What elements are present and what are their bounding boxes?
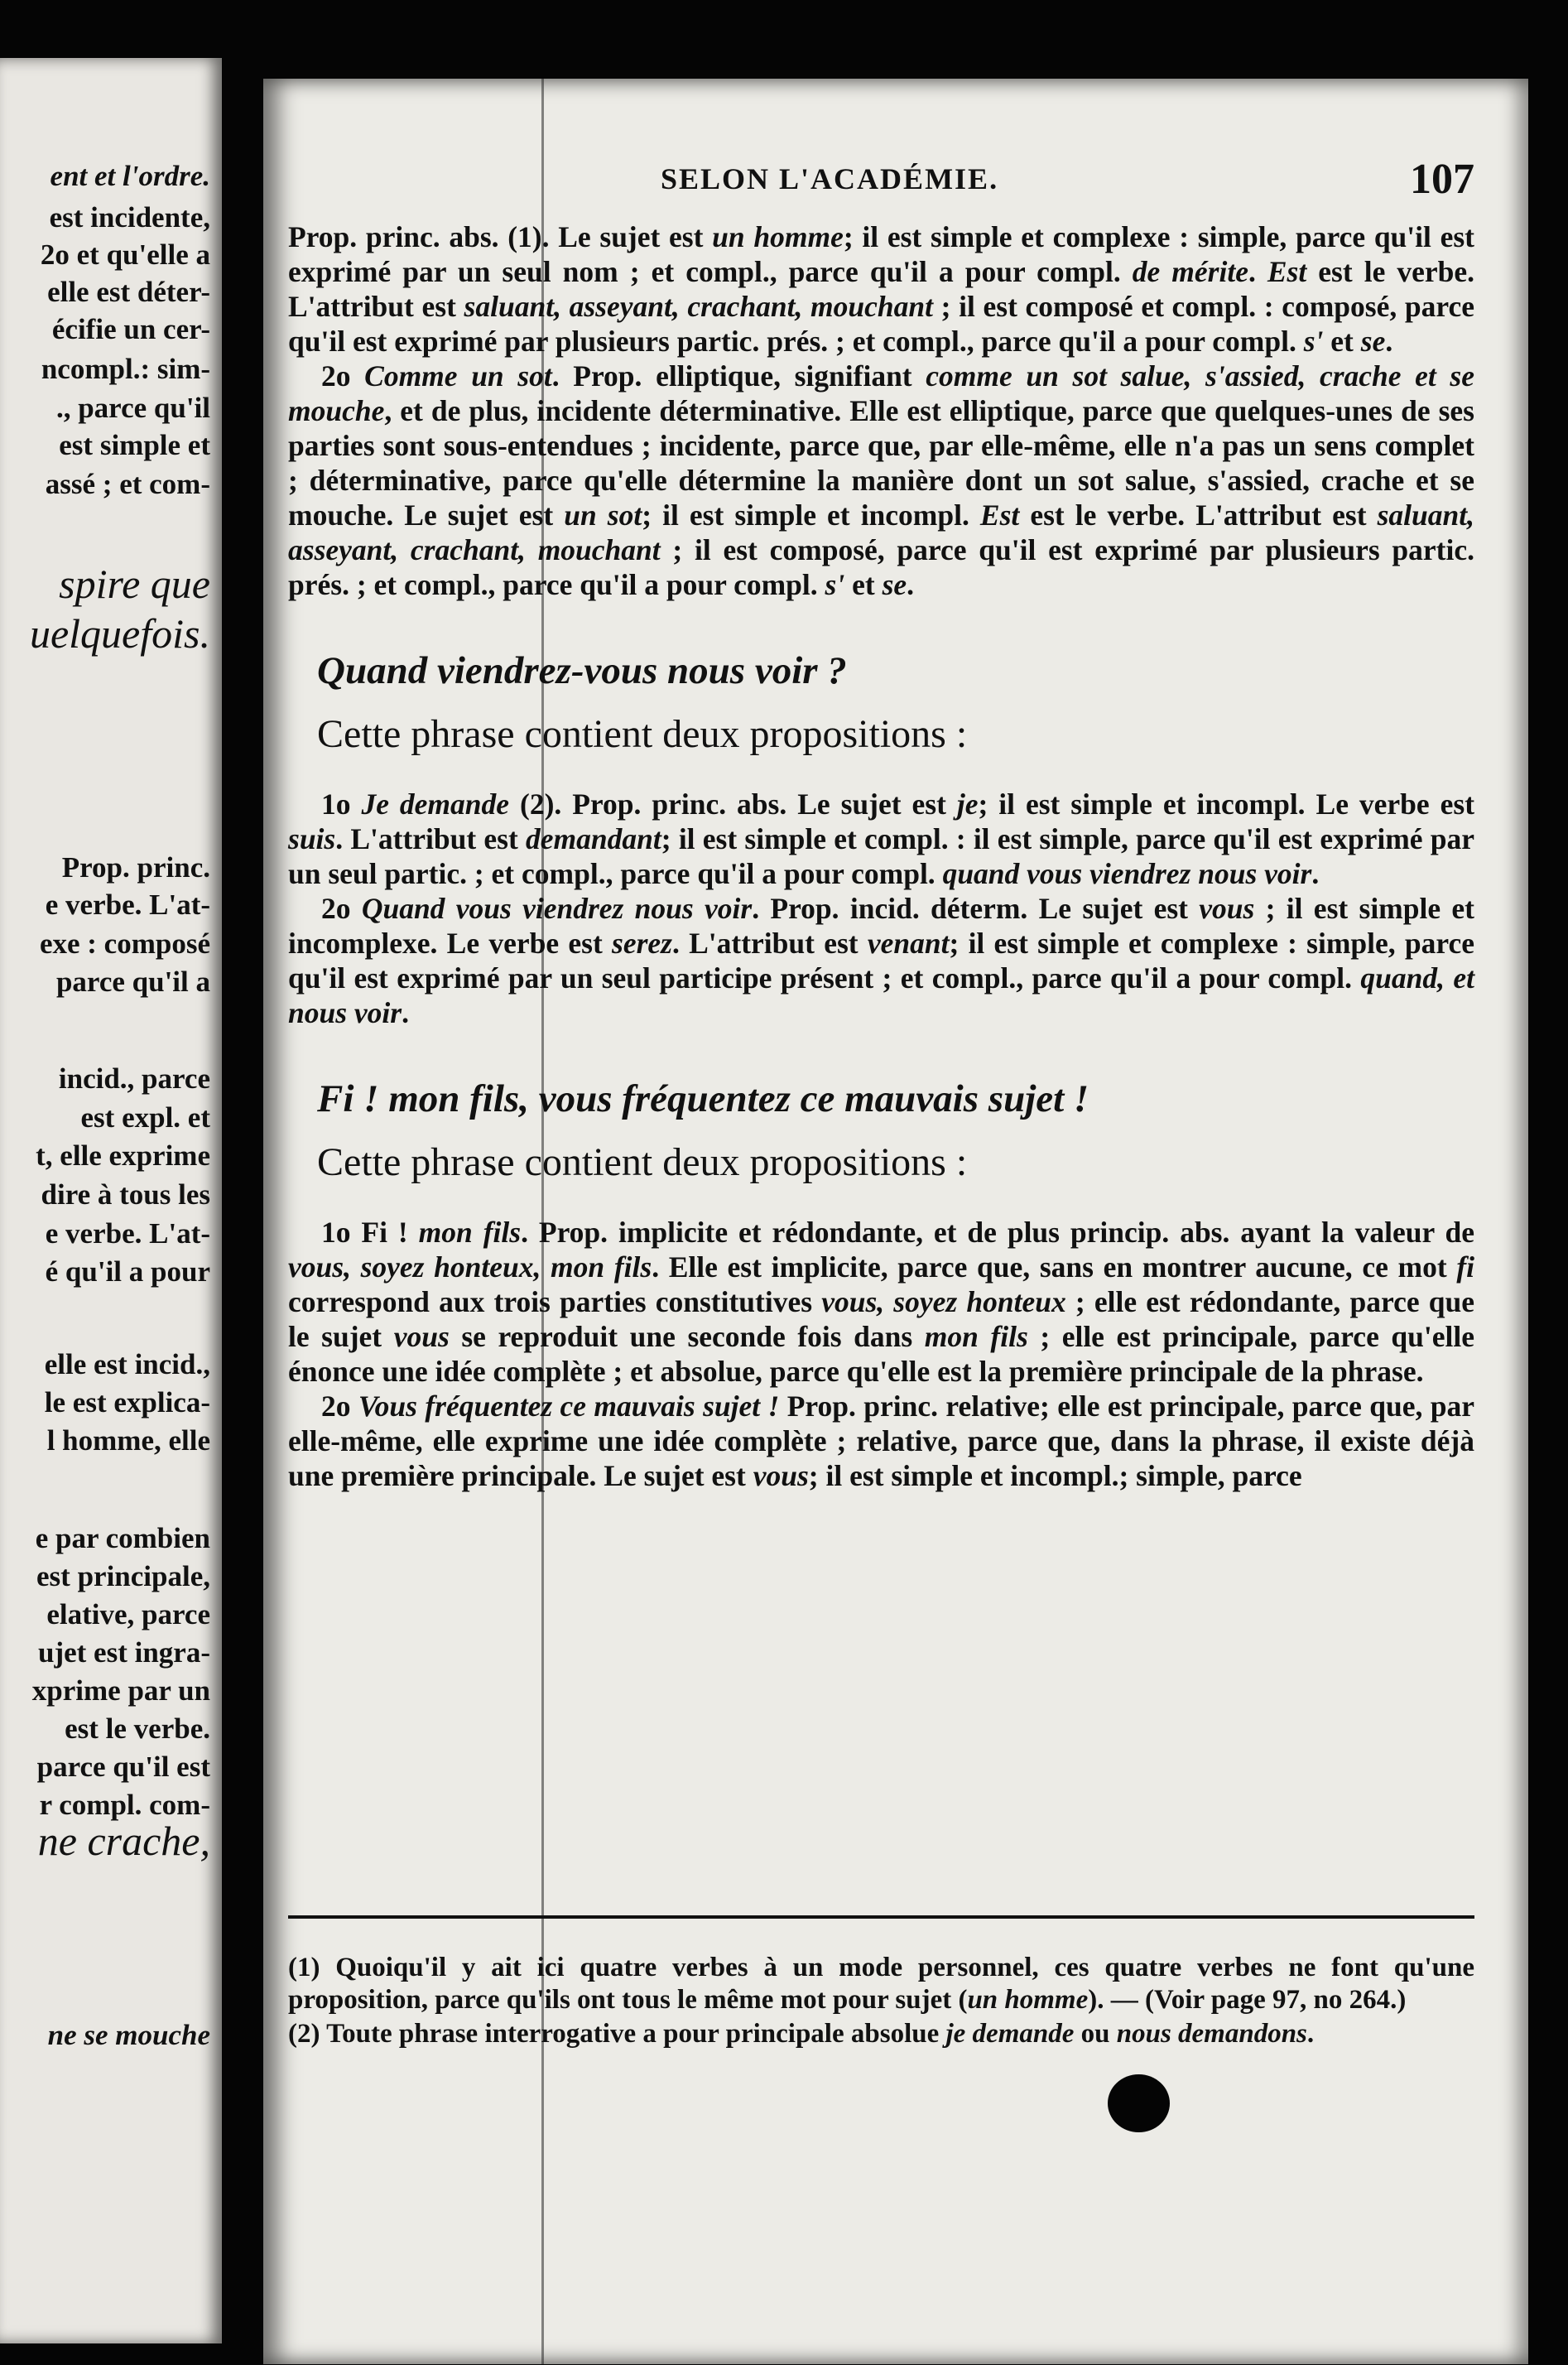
facing-page-line: parce qu'il a bbox=[55, 966, 210, 998]
text-run: ; il est simple et incomplexe. Le verbe est bbox=[288, 892, 1474, 960]
facing-page-line: elle est incid., bbox=[44, 1348, 210, 1380]
italic-term: je demande bbox=[945, 2019, 1075, 2049]
text-run: ; il est simple et compl. : il est simple, parce qu'il est exprimé par un seul partic. ; et compl., parce qu'il a pour compl. bbox=[288, 822, 1474, 890]
italic-term: quand vous viendrez nous voir bbox=[942, 857, 1312, 890]
italic-term: venant bbox=[867, 927, 950, 960]
paragraph-analysis-6 bbox=[288, 1389, 1474, 1493]
italic-term: saluant, asseyant, crachant, mouchant bbox=[464, 290, 934, 323]
page-number: 107 bbox=[1410, 156, 1474, 203]
facing-page-line: est principale, bbox=[36, 1560, 210, 1592]
paragraph-analysis-2 bbox=[288, 359, 1474, 602]
facing-page-line: e verbe. L'at- bbox=[45, 889, 210, 921]
facing-page-line: elle est déter- bbox=[47, 276, 210, 308]
italic-term: un homme bbox=[712, 220, 844, 253]
text-run: . Prop. elliptique, signifiant bbox=[551, 359, 926, 393]
facing-page-line: assé ; et com- bbox=[45, 468, 210, 500]
facing-page-line: écifie un cer- bbox=[51, 313, 210, 345]
italic-term: Je demande bbox=[361, 788, 510, 821]
italic-term: se bbox=[882, 568, 907, 601]
text-run: . bbox=[907, 568, 915, 601]
facing-page-line: ujet est ingra- bbox=[37, 1636, 210, 1669]
text-run: correspond aux trois parties constitutives bbox=[288, 1285, 822, 1318]
italic-term: Quand vous viendrez nous voir bbox=[361, 892, 753, 925]
text-run: ou bbox=[1074, 2019, 1117, 2049]
italic-term: quand, et nous voir bbox=[288, 961, 1474, 1029]
italic-term: fi bbox=[1456, 1250, 1475, 1284]
facing-page-line: le est explica- bbox=[44, 1386, 210, 1419]
italic-term: un homme bbox=[967, 1985, 1089, 2015]
text-run: ; il est simple et incompl. bbox=[642, 499, 980, 532]
italic-term: un sot bbox=[564, 499, 642, 532]
italic-term: se bbox=[1360, 325, 1386, 358]
facing-page-line: ncompl.: sim- bbox=[41, 353, 210, 385]
italic-term: je bbox=[956, 788, 979, 821]
italic-term: vous bbox=[753, 1459, 809, 1492]
italic-term: de mérite bbox=[1132, 255, 1248, 288]
facing-page-line: est incidente, bbox=[49, 201, 210, 234]
text-run: (2). Prop. princ. abs. Le sujet est bbox=[509, 788, 957, 821]
facing-page-line: dire à tous les bbox=[41, 1178, 210, 1211]
text-run: est le verbe. L'attribut est bbox=[1019, 499, 1378, 532]
text-run: . L'attribut est bbox=[671, 927, 868, 960]
text-run: ). — (Voir page 97, no 264.) bbox=[1088, 1985, 1407, 2015]
footnotes bbox=[288, 1915, 1474, 2052]
facing-page-line: ent et l'ordre. bbox=[50, 160, 210, 192]
text-run: 1o Fi ! bbox=[321, 1216, 419, 1249]
facing-page-line: e par combien bbox=[35, 1522, 210, 1554]
text-run: . Elle est implicite, parce que, sans en montrer aucune, ce mot bbox=[652, 1250, 1457, 1284]
text-run: ; il est simple et complexe : simple, parce qu'il est exprimé par un seul participe présent ; et compl., parce qu'il a pour compl. bbox=[288, 927, 1474, 995]
italic-term: Est bbox=[1267, 255, 1307, 288]
text-run: ; il est simple et complexe : simple, parce qu'il est exprimé par un seul nom ; et compl., parce qu'il a pour compl. bbox=[288, 220, 1475, 288]
italic-term: vous bbox=[393, 1320, 450, 1353]
example-sentence-heading: Fi ! mon fils, vous fréquentez ce mauvais sujet ! bbox=[317, 1077, 1089, 1120]
italic-term: comme un sot salue, s'assied, crache et se mouche bbox=[288, 359, 1474, 427]
text-run: . Prop. implicite et rédondante, et de plus princip. abs. ayant la valeur de bbox=[521, 1216, 1475, 1249]
text-run: 2o bbox=[321, 1390, 358, 1423]
text-run: ; il est composé, parce qu'il est exprimé par plusieurs partic. prés. ; et compl., parce qu'il a pour compl. bbox=[288, 533, 1474, 601]
text-run: Prop. princ. relative; elle est principale, parce que, par elle-même, elle exprime une idée complète ; relative, parce que, dans la phrase, il existe déjà une première principale. Le sujet est bbox=[288, 1390, 1474, 1492]
facing-page-line: parce qu'il est bbox=[36, 1751, 210, 1783]
text-run: . bbox=[402, 996, 409, 1029]
facing-page-fragment bbox=[0, 58, 222, 2343]
facing-page-line: 2o et qu'elle a bbox=[40, 238, 210, 271]
facing-page-line: est simple et bbox=[59, 429, 210, 461]
facing-page-line: exe : composé bbox=[39, 927, 210, 960]
example-sentence-heading: Quand viendrez-vous nous voir ? bbox=[317, 649, 847, 692]
footnote-2 bbox=[288, 2018, 1474, 2050]
italic-term: nous demandons bbox=[1116, 2019, 1307, 2049]
italic-term: s' bbox=[825, 568, 845, 601]
paragraph-analysis-1 bbox=[288, 219, 1474, 359]
text-run: . Prop. incid. déterm. Le sujet est bbox=[752, 892, 1200, 925]
facing-page-line: elative, parce bbox=[46, 1598, 210, 1630]
text-run: se reproduit une seconde fois dans bbox=[449, 1320, 925, 1353]
facing-page-line: e verbe. L'at- bbox=[45, 1217, 210, 1250]
italic-term: saluant, asseyant, crachant, mouchant bbox=[288, 499, 1474, 566]
page-body bbox=[288, 219, 1474, 1493]
section-heading: Cette phrase contient deux propositions : bbox=[317, 712, 968, 756]
text-run: 1o bbox=[321, 788, 362, 821]
facing-page-line: t, elle exprime bbox=[36, 1139, 210, 1172]
text-run: . bbox=[1311, 857, 1320, 890]
italic-term: Vous fréquentez ce mauvais sujet ! bbox=[358, 1390, 780, 1423]
italic-term: vous bbox=[1199, 892, 1255, 925]
facing-page-line: Prop. princ. bbox=[61, 851, 210, 884]
paragraph-analysis-4 bbox=[288, 891, 1474, 1030]
text-run: . bbox=[1306, 2019, 1315, 2049]
italic-term: mon fils bbox=[924, 1320, 1028, 1353]
text-run: Prop. princ. abs. (1). Le sujet est bbox=[288, 220, 713, 253]
italic-term: vous, soyez honteux bbox=[821, 1285, 1066, 1318]
text-run: ; elle est rédondante, parce que le sujet bbox=[288, 1285, 1474, 1353]
paragraph-analysis-5 bbox=[288, 1215, 1474, 1389]
italic-term: mon fils bbox=[418, 1216, 522, 1249]
text-run: ; il est composé et compl. : composé, parce qu'il est exprimé par plusieurs partic. prés. ; et compl., parce qu'il a pour compl. bbox=[288, 290, 1475, 358]
text-run: ; elle est principale, parce qu'elle énonce une idée complète ; et absolue, parce qu'elle est la première principale de la phrase. bbox=[288, 1320, 1474, 1388]
ink-blot bbox=[1108, 2074, 1170, 2132]
facing-page-line: uelquefois. bbox=[29, 610, 210, 657]
text-run: (2) Toute phrase interrogative a pour principale absolue bbox=[288, 2019, 946, 2049]
paragraph-analysis-3 bbox=[288, 787, 1474, 891]
section-heading: Cette phrase contient deux propositions : bbox=[317, 1140, 968, 1184]
text-run: . bbox=[1385, 325, 1393, 358]
text-run: , et de plus, incidente déterminative. Elle est elliptique, parce que quelques-unes de ses parties sont sous-entendues ; incidente, parce que, par elle-même, elle n'a pas un sens complet ; déterminative, parce qu'elle détermine la manière dont un sot salue, s'assied, crache et se mouche. Le sujet est bbox=[288, 394, 1474, 532]
text-run: ; il est simple et incompl. Le verbe est bbox=[978, 788, 1475, 821]
page-header bbox=[263, 156, 1528, 203]
text-run: 2o bbox=[321, 892, 362, 925]
facing-page-line: l homme, elle bbox=[46, 1424, 210, 1457]
italic-term: vous, soyez honteux, mon fils bbox=[288, 1250, 652, 1284]
facing-page-line: é qu'il a pour bbox=[45, 1255, 210, 1288]
italic-term: demandant bbox=[526, 822, 661, 855]
italic-term: s' bbox=[1303, 325, 1324, 358]
italic-term: suis bbox=[288, 822, 336, 855]
text-run: . bbox=[1248, 255, 1267, 288]
text-run: . L'attribut est bbox=[335, 822, 527, 855]
text-run: 2o bbox=[321, 359, 365, 393]
facing-page-line: xprime par un bbox=[31, 1674, 210, 1707]
text-run: ; il est simple et incompl.; simple, parce bbox=[808, 1459, 1302, 1492]
text-run: est le verbe. L'attribut est bbox=[288, 255, 1475, 323]
facing-page-line: est expl. et bbox=[80, 1101, 210, 1134]
text-run: et bbox=[1323, 325, 1361, 358]
facing-page-line: ne crache, bbox=[37, 1818, 210, 1864]
facing-page-line: r compl. com- bbox=[39, 1789, 210, 1821]
italic-term: Comme un sot bbox=[364, 359, 552, 393]
facing-page-line: ne se mouche bbox=[47, 2019, 210, 2051]
footnote-1 bbox=[288, 1952, 1474, 2016]
book-gutter bbox=[222, 0, 263, 2365]
text-run: et bbox=[844, 568, 883, 601]
italic-term: serez bbox=[612, 927, 672, 960]
facing-page-line: ., parce qu'il bbox=[55, 392, 210, 424]
page-edge-shadow bbox=[1528, 0, 1568, 2365]
text-run: (1) Quoiqu'il y ait ici quatre verbes à un mode personnel, ces quatre verbes ne font qu'une proposition, parce qu'ils ont tous le même mot pour sujet ( bbox=[288, 1953, 1474, 2015]
facing-page-line: est le verbe. bbox=[65, 1712, 210, 1745]
book-page bbox=[263, 79, 1528, 2364]
facing-page-line: spire que bbox=[59, 561, 210, 607]
italic-term: Est bbox=[979, 499, 1020, 532]
facing-page-line: incid., parce bbox=[58, 1062, 210, 1095]
running-title: SELON L'ACADÉMIE. bbox=[661, 162, 999, 195]
